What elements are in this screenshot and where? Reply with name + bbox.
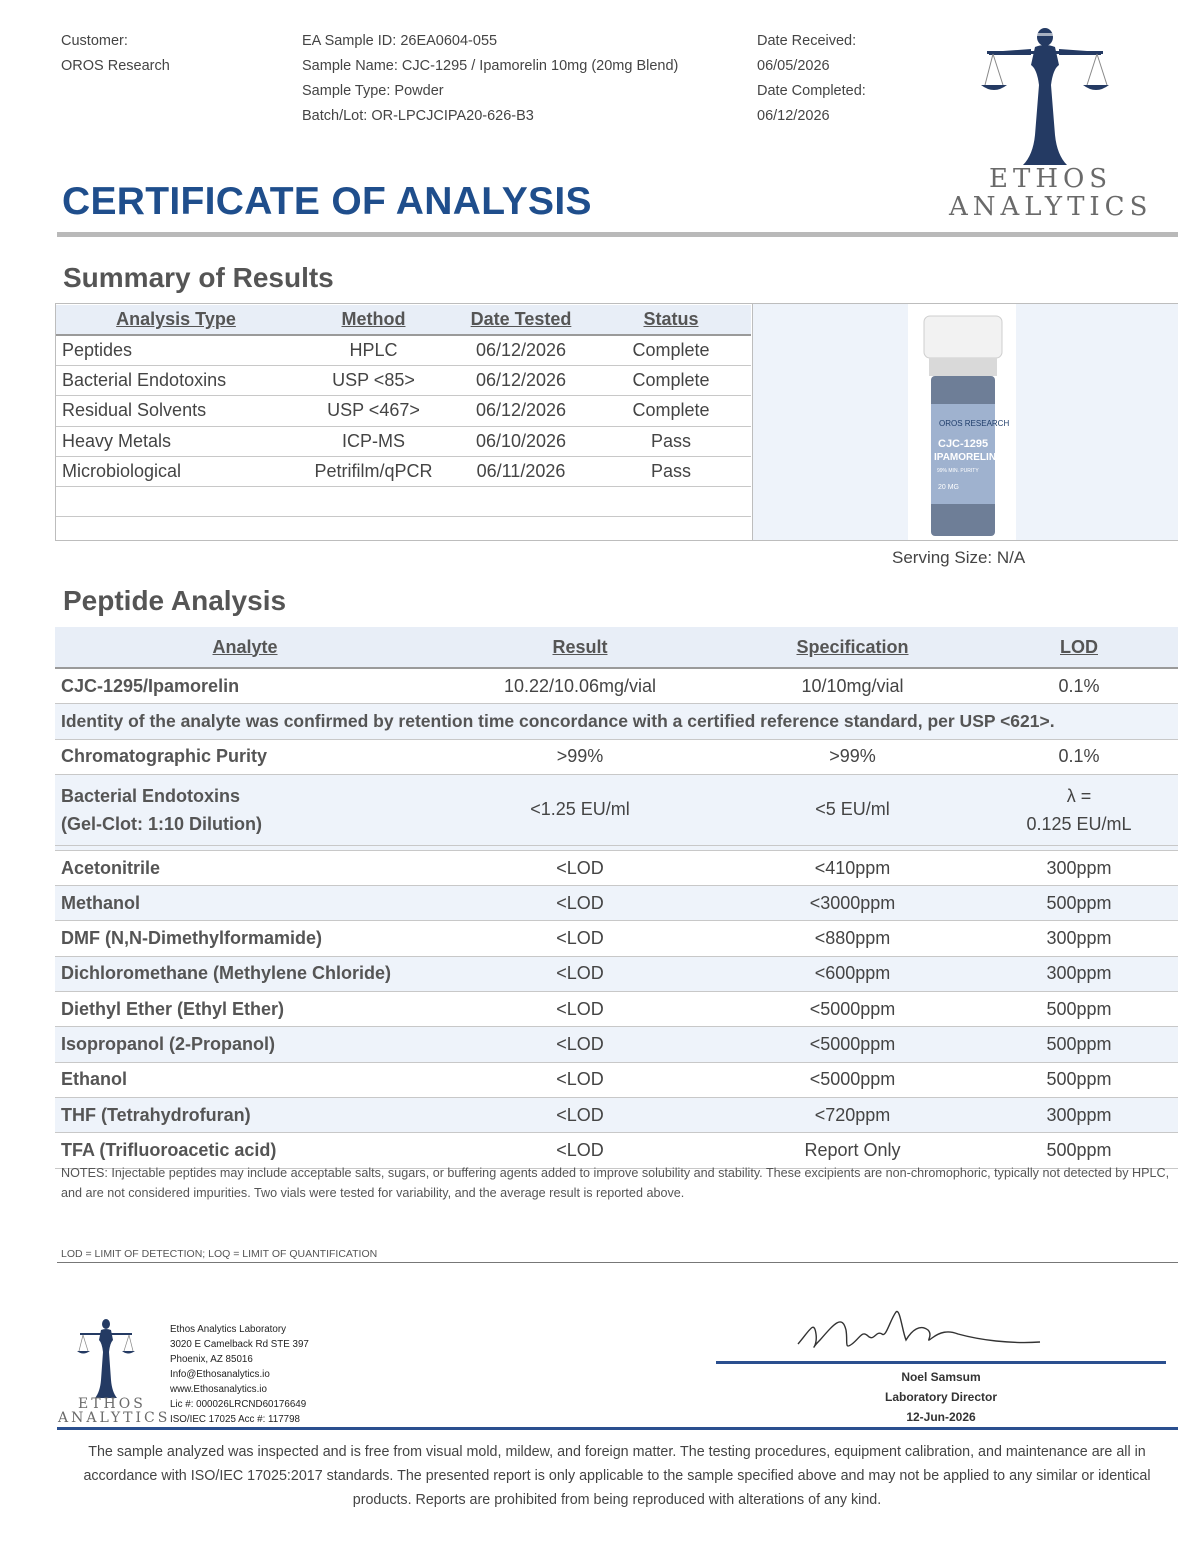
date-completed-label: Date Completed: (757, 83, 866, 99)
analyte-cell: Acetonitrile (55, 850, 435, 885)
lab-name: Ethos Analytics Laboratory (170, 1324, 286, 1335)
table-row (55, 668, 1178, 704)
handwritten-signature (790, 1300, 1050, 1362)
date-tested-cell: 06/11/2026 (451, 456, 591, 486)
date-received-label: Date Received: (757, 33, 857, 49)
lab-info-block (170, 1322, 309, 1427)
justice-scale-small-logo-icon (76, 1318, 136, 1398)
footer-logo-analytics-text: ANALYTICS (58, 1410, 171, 1426)
sample-id: EA Sample ID: 26EA0604-055 (302, 33, 498, 49)
endotoxin-name-line2: (Gel-Clot: 1:10 Dilution) (61, 813, 262, 834)
col-date-tested: Date Tested (451, 305, 591, 335)
result-cell: 10.22/10.06mg/vial (435, 668, 725, 704)
table-row (55, 992, 1178, 1027)
result-cell: <LOD (435, 1062, 725, 1097)
lod-cell: 0.1% (980, 668, 1178, 704)
analyte-cell: Ethanol (55, 1062, 435, 1097)
col-specification: Specification (725, 627, 980, 668)
result-cell: <LOD (435, 921, 725, 956)
table-row (55, 850, 1178, 885)
lab-address2: Phoenix, AZ 85016 (170, 1354, 253, 1365)
lod-cell: 500ppm (980, 1027, 1178, 1062)
table-row (55, 1027, 1178, 1062)
lod-definition: LOD = LIMIT OF DETECTION; LOQ = LIMIT OF QUANTIFICATION (61, 1248, 378, 1260)
endotoxin-row (55, 774, 1178, 845)
col-lod: LOD (980, 627, 1178, 668)
table-row-empty (56, 486, 751, 516)
notes-label: NOTES: (61, 1166, 108, 1180)
document-title: CERTIFICATE OF ANALYSIS (62, 180, 592, 223)
vial-dose-text: 20 MG (938, 484, 960, 491)
lod-cell: 500ppm (980, 992, 1178, 1027)
spec-cell: <600ppm (725, 956, 980, 991)
result-cell: >99% (435, 739, 725, 774)
col-analyte: Analyte (55, 627, 435, 668)
lod-cell: 300ppm (980, 956, 1178, 991)
table-row (55, 739, 1178, 774)
notes-block (61, 1163, 1171, 1203)
vial-line1-text: CJC-1295 (938, 438, 989, 450)
lod-cell: 0.1% (980, 739, 1178, 774)
lod-cell: 300ppm (980, 921, 1178, 956)
date-tested-cell: 06/12/2026 (451, 366, 591, 396)
result-cell: <LOD (435, 1027, 725, 1062)
analysis-type-cell: Bacterial Endotoxins (56, 366, 296, 396)
lod-cell: 500ppm (980, 1133, 1178, 1168)
analysis-type-cell: Microbiological (56, 456, 296, 486)
status-cell: Pass (591, 426, 751, 456)
table-row (56, 366, 751, 396)
spec-cell: <3000ppm (725, 886, 980, 921)
date-received-value: 06/05/2026 (757, 58, 830, 74)
signature-date: 12-Jun-2026 (906, 1410, 976, 1424)
table-row (55, 886, 1178, 921)
status-cell: Complete (591, 396, 751, 426)
endotoxin-name-line1: Bacterial Endotoxins (61, 785, 241, 806)
result-cell: <LOD (435, 886, 725, 921)
date-tested-cell: 06/12/2026 (451, 335, 591, 366)
analysis-type-cell: Heavy Metals (56, 426, 296, 456)
lab-accreditation: ISO/IEC 17025 Acc #: 117798 (170, 1414, 300, 1425)
status-cell: Complete (591, 366, 751, 396)
analyte-cell: CJC-1295/Ipamorelin (55, 668, 435, 704)
peptide-table (55, 627, 1178, 1169)
spec-cell: <410ppm (725, 850, 980, 885)
table-row (56, 396, 751, 426)
lab-license: Lic #: 000026LRCND60176649 (170, 1399, 307, 1410)
lod-cell: 300ppm (980, 850, 1178, 885)
status-cell: Pass (591, 456, 751, 486)
justice-scale-logo-icon (975, 25, 1115, 165)
lod-cell: 500ppm (980, 1062, 1178, 1097)
method-cell: HPLC (296, 335, 451, 366)
notes-text: Injectable peptides may include acceptable salts, sugars, or buffering agents added to improve solubility and stability. These excipients are non-chromophoric, typically not detected by HPLC, and are not considered impurities. Two vials were tested for variability, and the average result is reported above. (61, 1166, 1170, 1200)
analysis-type-cell: Residual Solvents (56, 396, 296, 426)
spec-cell: <5000ppm (725, 992, 980, 1027)
signer-name: Noel Samsum (901, 1370, 981, 1384)
method-cell: USP <85> (296, 366, 451, 396)
result-cell: <LOD (435, 992, 725, 1027)
spec-cell: <5 EU/ml (725, 774, 980, 845)
result-cell: <LOD (435, 850, 725, 885)
product-image-cell (752, 304, 1178, 540)
lab-address1: 3020 E Camelback Rd STE 397 (170, 1339, 309, 1350)
table-row (56, 456, 751, 486)
logo-analytics-text: ANALYTICS (949, 192, 1153, 222)
analysis-type-cell: Peptides (56, 335, 296, 366)
spec-cell: <720ppm (725, 1097, 980, 1132)
result-cell: <LOD (435, 1133, 725, 1168)
sample-type: Sample Type: Powder (302, 83, 444, 99)
table-row (55, 1062, 1178, 1097)
table-row (56, 426, 751, 456)
logo-ethos-text: ETHOS (989, 164, 1113, 194)
analyte-cell: DMF (N,N-Dimethylformamide) (55, 921, 435, 956)
summary-header-row (56, 305, 751, 335)
spec-cell: <880ppm (725, 921, 980, 956)
table-row (55, 956, 1178, 991)
sample-name: Sample Name: CJC-1295 / Ipamorelin 10mg (20mg Blend) (302, 58, 679, 74)
analyte-cell: TFA (Trifluoroacetic acid) (55, 1133, 435, 1168)
serving-size: Serving Size: N/A (892, 548, 1026, 567)
footer-divider (57, 1262, 1178, 1263)
lab-website: www.Ethosanalytics.io (170, 1384, 267, 1395)
lod-cell: 300ppm (980, 1097, 1178, 1132)
identity-note-row (55, 704, 1178, 739)
spec-cell: 10/10mg/vial (725, 668, 980, 704)
lab-email: Info@Ethosanalytics.io (170, 1369, 270, 1380)
identity-note: Identity of the analyte was confirmed by retention time concordance with a certified reference standard, per USP <621>. (55, 704, 1178, 739)
lod-cell: 500ppm (980, 886, 1178, 921)
disclaimer: The sample analyzed was inspected and is free from visual mold, mildew, and foreign matter. The testing procedures, equipment calibration, and maintenance are all in accordance with ISO/IEC 17025:2017 standards. The presented report is only applicable to the sample specified above and may not be applied to any similar or identical products. Reports are prohibited from being reproduced with alterations of any kind. (83, 1444, 1151, 1508)
vial-image-icon (753, 304, 1178, 540)
customer-value: OROS Research (61, 58, 170, 74)
col-status: Status (591, 305, 751, 335)
col-method: Method (296, 305, 451, 335)
lod-cell (980, 774, 1178, 845)
spec-cell: <5000ppm (725, 1027, 980, 1062)
vial-line2-text: IPAMORELIN (934, 452, 997, 463)
signature-block (716, 1367, 1166, 1427)
customer-label: Customer: (61, 33, 128, 49)
title-divider (57, 232, 1178, 237)
spec-cell: Report Only (725, 1133, 980, 1168)
method-cell: Petrifilm/qPCR (296, 456, 451, 486)
vial-line3-text: 99% MIN. PURITY (937, 468, 979, 474)
table-row (55, 921, 1178, 956)
summary-heading: Summary of Results (63, 262, 334, 293)
table-row-empty (56, 517, 751, 547)
date-completed-value: 06/12/2026 (757, 108, 830, 124)
vial-brand-text: OROS RESEARCH (939, 419, 1010, 428)
col-analysis-type: Analysis Type (56, 305, 296, 335)
batch-lot: Batch/Lot: OR-LPCJCIPA20-626-B3 (302, 108, 534, 124)
table-row (55, 1097, 1178, 1132)
col-result: Result (435, 627, 725, 668)
analyte-cell: Chromatographic Purity (55, 739, 435, 774)
analyte-cell: Dichloromethane (Methylene Chloride) (55, 956, 435, 991)
date-tested-cell: 06/12/2026 (451, 396, 591, 426)
spec-cell: <5000ppm (725, 1062, 980, 1097)
endotoxin-lod-line2: 0.125 EU/mL (1026, 813, 1132, 834)
footer-logo-ethos-text: ETHOS (78, 1396, 146, 1412)
analyte-cell: Isopropanol (2-Propanol) (55, 1027, 435, 1062)
table-row (56, 335, 751, 366)
analyte-cell: Diethyl Ether (Ethyl Ether) (55, 992, 435, 1027)
endotoxin-lod-line1: λ = (1066, 785, 1092, 806)
result-cell: <LOD (435, 1097, 725, 1132)
signature-line (716, 1361, 1166, 1364)
result-cell: <LOD (435, 956, 725, 991)
analyte-cell (55, 774, 435, 845)
spec-cell: >99% (725, 739, 980, 774)
peptide-heading: Peptide Analysis (63, 585, 287, 616)
method-cell: ICP-MS (296, 426, 451, 456)
disclaimer-divider (57, 1427, 1178, 1430)
result-cell: <1.25 EU/ml (435, 774, 725, 845)
method-cell: USP <467> (296, 396, 451, 426)
signer-role: Laboratory Director (884, 1390, 998, 1404)
analyte-cell: THF (Tetrahydrofuran) (55, 1097, 435, 1132)
summary-table (56, 305, 751, 546)
analyte-cell: Methanol (55, 886, 435, 921)
status-cell: Complete (591, 335, 751, 366)
date-tested-cell: 06/10/2026 (451, 426, 591, 456)
peptide-header-row (55, 627, 1178, 668)
